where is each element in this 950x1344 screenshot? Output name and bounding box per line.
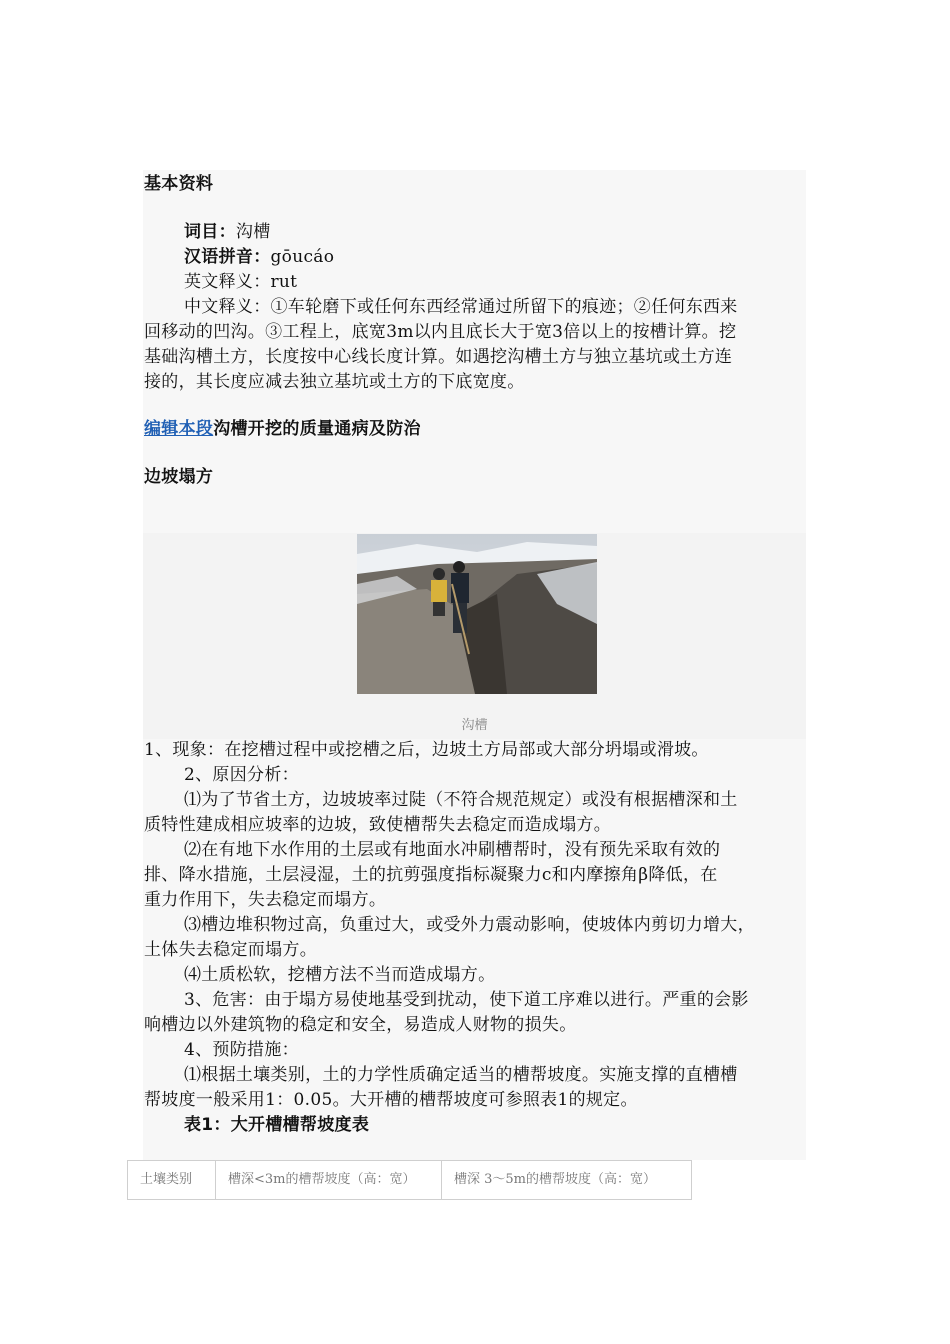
pinyin-row [184, 245, 334, 270]
body-line: 帮坡度一般采用1：0.05。大开槽的槽帮坡度可参照表1的规定。 [144, 1090, 638, 1110]
term-row [184, 220, 271, 245]
figure-caption: 沟槽 [461, 718, 488, 733]
table-title: 表1：大开槽槽帮坡度表 [184, 1115, 370, 1135]
body-line: ⑵在有地下水作用的土层或有地面水冲刷槽帮时，没有预先采取有效的 [184, 840, 721, 860]
slope-table [127, 1160, 692, 1200]
table-header-cell: 槽深<3m的槽帮坡度（高：宽） [216, 1161, 442, 1199]
section-title-basic: 基本资料 [144, 174, 214, 194]
table-header-cell: 土壤类别 [128, 1161, 216, 1199]
body-line: 4、预防措施： [184, 1040, 299, 1060]
pinyin-label: 汉语拼音： [184, 247, 271, 267]
section-heading-quality [144, 417, 421, 442]
body-line: 2、原因分析： [184, 765, 299, 785]
body-line: ⑷土质松软，挖槽方法不当而造成塌方。 [184, 965, 496, 985]
body-line: ⑴为了节省土方，边坡坡率过陡（不符合规范规定）或没有根据槽深和土 [184, 790, 738, 810]
body-line: 3、危害：由于塌方易使地基受到扰动，使下道工序难以进行。严重的会影 [184, 990, 749, 1010]
body-line: 质特性建成相应坡率的边坡，致使槽帮失去稳定而造成塌方。 [144, 815, 612, 835]
body-line: 重力作用下，失去稳定而塌方。 [144, 890, 387, 910]
term-label: 词目： [184, 222, 236, 242]
chinese-definition-line: 中文释义：①车轮磨下或任何东西经常通过所留下的痕迹；②任何东西来 [184, 297, 738, 317]
body-line: 排、降水措施，土层浸湿，土的抗剪强度指标凝聚力c和内摩擦角β降低，在 [144, 865, 718, 885]
chinese-definition-line: 接的，其长度应减去独立基坑或土方的下底宽度。 [144, 372, 525, 392]
chinese-definition-line: 基础沟槽土方，长度按中心线长度计算。如遇挖沟槽土方与独立基坑或土方连 [144, 347, 733, 367]
term-value: 沟槽 [235, 222, 271, 242]
table-header-cell: 槽深 3～5m的槽帮坡度（高：宽） [454, 1172, 657, 1187]
body-line: 响槽边以外建筑物的稳定和安全，易造成人财物的损失。 [144, 1015, 577, 1035]
body-line: 1、现象：在挖槽过程中或挖槽之后，边坡土方局部或大部分坍塌或滑坡。 [144, 740, 709, 760]
section-title-quality: 沟槽开挖的质量通病及防治 [213, 419, 421, 439]
body-line: 土体失去稳定而塌方。 [144, 940, 317, 960]
body-line: ⑴根据土壤类别，土的力学性质确定适当的槽帮坡度。实施支撑的直槽槽 [184, 1065, 738, 1085]
pinyin-value: gōucáo [270, 247, 335, 267]
english-definition: 英文释义：rut [184, 272, 298, 292]
subsection-title: 边坡塌方 [144, 467, 214, 487]
chinese-definition-line: 回移动的凹沟。③工程上，底宽3m以内且底长大于宽3倍以上的按槽计算。挖 [144, 322, 737, 342]
edit-section-link[interactable]: 编辑本段 [144, 419, 214, 439]
body-line: ⑶槽边堆积物过高，负重过大，或受外力震动影响，使坡体内剪切力增大， [184, 915, 755, 935]
trench-photo [357, 534, 597, 694]
